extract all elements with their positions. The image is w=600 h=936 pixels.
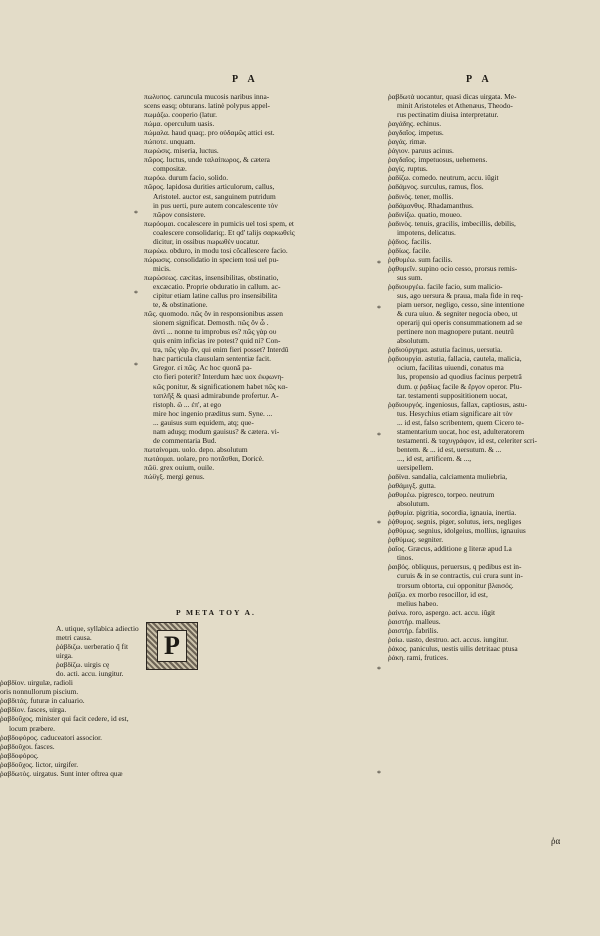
entry-line: micis. [153,263,171,273]
entry-line: compositæ. [153,164,187,174]
entry-line: ῥαγίς. ruptus. [388,164,428,174]
asterisk-marker: * [377,519,381,528]
left-column-lower [0,624,139,778]
entry-line: ῥαβδωτὸς. uirgatus. Sunt inter oftrea quæ [0,768,123,778]
entry-line: hæc particula clausulam sententiæ facit. [153,354,272,364]
entry-line: ῥαδίζω. comedo. neutrum, accu. iũgit [388,173,499,183]
entry-line: bentem. & ... id est, uersutum. & ... [397,444,502,454]
decorated-initial: P [146,622,198,670]
entry-line: tar. testamenti supposititionem uocat, [397,390,508,400]
entry-line: ῥᾳδίως. facile. [388,245,431,255]
entry-line: ῥαίνω. roro, aspergo. act. accu. iũgit [388,607,496,617]
entry-line: πώϋγξ. mergi genus. [144,471,205,481]
entry-line: cipitur etiam latine callus pro insensibilita [153,291,278,301]
entry-line: ῥᾳδιουργός. ingeniosus, fallax, captiosus, astu- [388,399,528,409]
entry-line: ῥαιστήρ. malleus. [388,616,441,626]
entry-line: ἀντὶ ... nonne tu improbus es? πῶς γὰρ ου [153,327,277,337]
entry-line: πῶρος. lapidosa durities articulorum, callus, [144,182,275,192]
entry-line: piam uersor, negligo, cesso, sine intentione [397,300,525,310]
section-title: P META TOY A. [176,608,256,617]
entry-line: πωταίνομαι. uolo. depo. absolutum [144,444,248,454]
entry-line: Aristotel. auctor est, sanguinem putridum [153,191,276,201]
entry-line: testamenti. & ταχυγράφον, id est, celeriter scri- [397,435,537,445]
entry-line: ῥαβδοφόρος. caduceatori associor. [0,732,103,742]
entry-line: impotens, delicatus. [397,227,456,237]
entry-line: ῥαθυμέω. pigresco, torpeo. neutrum [388,490,495,500]
running-header-left: P A [232,74,259,85]
entry-line: πώμαλα. haud quaq;. pro οὐδαμῶς attici est. [144,128,275,138]
entry-line: te, & obstinatione. [153,300,208,310]
entry-line: absolutum. [397,336,430,346]
entry-line: πωρόω. durum facio, solido. [144,173,229,183]
entry-line: ῥαβδοῦχος. minister qui facit cedere, id est, [0,714,129,724]
entry-line: ristoph. ὢ ... ἐπ', at ego [153,399,222,409]
entry-line: ῥᾳθυμεῖν. supino ocio cesso, prorsus remis- [388,263,518,273]
entry-line: uersipellem. [397,462,434,472]
entry-line: ῥαδίνα. sandalia, calciamenta muliebria, [388,471,508,481]
entry-line: absolutum. [397,499,430,509]
entry-line: ... gauisus sum equidem, atq; que- [153,417,254,427]
entry-line: in pus uerti, pure autem concalescente τὸν [153,200,278,210]
entry-line: ocium, facilitas uiuendi, conatus ma [397,363,504,373]
entry-line: ῥᾴθυμος. segnis, piger, solutus, iers, negliges [388,517,522,527]
entry-line: ῥᾳδιουργία. astutia, fallacia, cautela, malicia, [388,354,522,364]
entry-line: ῥαΐζω. ex morbo resocillor, id est, [388,589,488,599]
entry-line: ῥαβδοῦχος. lictor, uirgifer. [0,759,79,769]
entry-line: ῥαῖος. Græcus, additione g literæ apud La [388,544,512,554]
entry-line: ταπλῆξ & quasi admirabunde profertur. A- [153,390,279,400]
entry-line: sus, ago uersura & praua, mala fide in req- [397,291,524,301]
entry-line: ῥαθάμιγξ. gutta. [388,481,436,491]
entry-line: πώποτε. unquam. [144,137,196,147]
entry-line: ῥᾴδιος. facilis. [388,236,432,246]
entry-line: tra, πῶς γὰρ ἄν, qui enim fieri posset? Interdũ [153,345,289,355]
entry-line: ῥᾳθύμως. segnius, idolgeius, mollius, ignauius [388,526,526,536]
entry-line: ῥαγάδης. echinus. [388,119,442,129]
entry-line: ... id est, falso scribentem, quem Cicero te- [397,417,524,427]
entry-line: mire hoc ingenio præditus sum. Syne. ... [153,408,273,418]
entry-line: uirga. [56,651,73,661]
left-column [144,92,366,481]
catchword: ῥα [551,836,561,846]
asterisk-marker: * [134,289,138,298]
entry-line: ῥαγδαῖος. impetuosus, uehemens. [388,155,488,165]
entry-line: ῥαδινὸς. tener, mollis. [388,191,454,201]
entry-line: ῥαβδίον. fasces, uirga. [0,705,67,715]
entry-line: ῥαδινίζω. quatio, moueo. [388,209,462,219]
asterisk-marker: * [134,209,138,218]
entry-line: operarij qui operis consummationem ad se [397,318,523,328]
entry-line: coalescere consolidariq;. Et qd' talijs σαρκωθεὶς [153,227,295,237]
entry-line: πώρωσις. consolidatio in speciem tosi uel pu- [144,254,279,264]
entry-line: πῶς. quomodo. πῶς ὅν in responsionibus assen [144,309,283,319]
entry-line: tus. Hesychius etiam significare ait τὸν [397,408,513,418]
entry-line: oris nonnullorum piscium. [0,687,79,697]
entry-line: rus pectinatim diuisa interpretatur. [397,110,499,120]
asterisk-marker: * [377,769,381,778]
entry-line: stamentarium uocat, hoc est, adulteratorem [397,426,525,436]
entry-line: πωρώσεως. cæcitas, insensibilitas, obstinatio, [144,272,279,282]
entry-line: ῥαδάμνος. surculus, ramus, flos. [388,182,484,192]
entry-line: ῥᾳθυμέω. sum facilis. [388,254,453,264]
entry-line: πωμάζω. cooperio (latur. [144,110,217,120]
entry-line: dum. ᾳ ῥᾳδίως facile & ἔργον operor. Plu- [397,381,522,391]
entry-line: & cura uiuo. & segniter negocia obeo, ut [397,309,518,319]
entry-line: ῥᾳθύμως. segniter. [388,535,444,545]
entry-line: ῥάκος. paniculus, uestis uilis detritaac ptusa [388,643,518,653]
entry-line: excæcatio. Proprie obduratio in callum. ac- [153,281,281,291]
entry-line: do. acti. accu. iungitur. [56,669,124,679]
entry-line: πῶρος. luctus, unde ταλαίπωρος, & cætera [144,155,270,165]
entry-line: locum præbere. [9,723,55,733]
entry-line: πωρώω. obduro, in modu tosi cõcallescere facio. [144,245,288,255]
entry-line: ῥαβδίζω. uirgis cę [56,660,110,670]
entry-line: Gregor. εἰ πῶς. Ac hoc quonã pa- [153,363,252,373]
entry-line: tinos. [397,553,414,563]
entry-line: ῥᾳθυμία. pigritia, socordia, ignauia, inertia. [388,508,517,518]
entry-line: quis enim inficias ire potest? quid ni? Con- [153,336,281,346]
asterisk-marker: * [377,259,381,268]
entry-line: scens easq; obturans. latinè polypus appel- [144,101,271,111]
running-header-right: P A [466,74,493,85]
asterisk-marker: * [377,431,381,440]
entry-line: melius habeo. [397,598,439,608]
entry-line: ῥαβδοφόρος. [0,750,39,760]
entry-line: ῥαγδαῖος. impetus. [388,128,444,138]
entry-line: ..., id est, artificem. & ..., [397,453,472,463]
entry-line: ῥᾳδιούργημα. astutia facinus, uersutia. [388,345,503,355]
entry-line: ῥαδάμανθυς. Rhadamanthus. [388,200,474,210]
entry-line: πωρόομαι. cocalescere in pumicis uel tosi spem, et [144,218,294,228]
asterisk-marker: * [377,304,381,313]
entry-line: ῥάβδιζω. uerberatio q̃ fit [56,642,129,652]
entry-line: metri causa. [56,633,92,643]
entry-line: dicitur, in ossibus πωρωθὲν uocatur. [153,236,260,246]
entry-line: curuis & in se contractis, cui crura sunt in- [397,571,523,581]
entry-line: sionem significat. Demosth. πῶς ὅν ὦ . [153,318,269,328]
entry-line: A. utique, syllabica adiectio [56,624,139,633]
entry-line: ῥάγιον. paruus acinus. [388,146,454,156]
entry-line: ῥαιβός. obliquus, peruersus, q pedibus est in- [388,562,522,572]
right-column [388,92,584,662]
entry-line: ῥαδινὸς. tenuis, gracilis, imbecillis, debilis, [388,218,516,228]
entry-line: πώμα. operculum uasis. [144,119,215,129]
entry-line: trorsum obtorta, cui opponitur βλαισός. [397,580,514,590]
entry-line: de commentaria Bud. [153,435,217,445]
entry-line: ῥαβδίον. uirgulæ, radioli [0,678,73,688]
entry-line: nam aduşq; modum gauisus? & cætera. vi- [153,426,280,436]
entry-line: ῥαβδιτάς. futuræ in caluario. [0,696,85,706]
entry-line: ῥαγάς. rimæ. [388,137,427,147]
entry-line: ῥαβδοῦχοι. fasces. [0,741,55,751]
entry-line: κῶς ponitur, & significationem habet πῶς κα- [153,381,288,391]
entry-line: ῥαίω. uasto, destruo. act. accus. iungitur. [388,634,509,644]
entry-line: cto fieri poterit? Interdum hæc uox ἐκφωνη- [153,372,284,382]
entry-line: lus, propensio ad quodius facinus perpetrã [397,372,522,382]
entry-line: minit Aristoteles et Athenæus, Theodo- [397,101,513,111]
entry-line: πῶϋ. grex ouium, ouile. [144,462,215,472]
entry-line: ῥαβδωτὰ uocantur, quasi dicas uirgata. Me- [388,92,517,101]
entry-line: pertinere non magnopere putant. neutrũ [397,327,514,337]
entry-line: ῥᾳδιουργέω. facile facio, sum malicio- [388,281,503,291]
entry-line: πωρώσις. miseria, luctus. [144,146,219,156]
entry-line: ῥάκη. rami, frutices. [388,652,449,662]
entry-line: πωτάομαι. uolare, pro ποτᾶσθαι, Doricè. [144,453,264,463]
entry-line: sus sum. [397,272,423,282]
asterisk-marker: * [134,361,138,370]
entry-line: πῶρον consistere. [153,209,206,219]
entry-line: πωλυπος. caruncula mucosis naribus inna- [144,92,270,101]
asterisk-marker: * [377,665,381,674]
entry-line: ῥαιστήρ. fabrilis. [388,625,439,635]
